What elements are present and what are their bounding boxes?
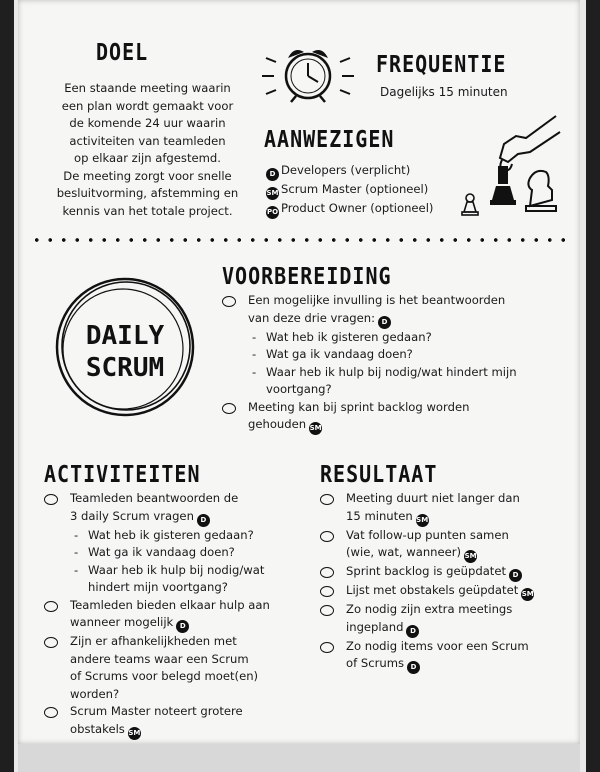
resultaat-item: Sprint backlog is geüpdatet D: [320, 563, 580, 582]
aanwezigen-title: AANWEZIGEN: [264, 125, 395, 153]
resultaat-title: RESULTAAT: [320, 460, 438, 488]
logo-line-2: SCRUM: [85, 353, 165, 383]
aanwezige-developers: D Developers (verplicht): [266, 162, 466, 181]
dotted-divider: [30, 238, 570, 242]
voorbereiding-list: Een mogelijke invulling is het beantwoorden van deze drie vragen: D - Wat heb ik gisteren gedaan? - Wat ga ik vandaag doen? - Waar heb ik hulp bij nodig/wat hindert mijn voortgang? Meeting kan bij sprint backlog worden gehouden SM: [222, 292, 572, 435]
bullet-circle: [222, 403, 236, 414]
bullet-circle: [320, 494, 334, 505]
flipchart-tray: [18, 744, 580, 772]
activiteiten-title: ACTIVITEITEN: [44, 460, 201, 488]
activiteit-item: Teamleden beantwoorden de 3 daily Scrum vragen D: [44, 490, 309, 527]
logo-line-1: DAILY: [85, 321, 165, 351]
bullet-circle: [320, 605, 334, 616]
chess-hand-icon: [456, 108, 566, 218]
activiteit-item: Teamleden bieden elkaar hulp aan wanneer mogelijk D: [44, 597, 309, 634]
aanwezige-product-owner: PO Product Owner (optioneel): [266, 200, 466, 219]
doel-text: Een staande meeting waarin een plan wordt gemaakt voor de komende 24 uur waarin activiteiten van teamleden op elkaar zijn afgestemd. De meeting zorgt voor snelle besluitvorming, afstemming en kennis van het totale project.: [56, 81, 239, 218]
alarm-clock-icon: [258, 38, 358, 106]
resultaat-list: [320, 490, 580, 674]
bullet-circle: [44, 494, 58, 505]
bullet-circle: [320, 586, 334, 597]
bullet-circle: [44, 601, 58, 612]
bullet-circle: [44, 707, 58, 718]
bullet-circle: [222, 296, 236, 307]
voorbereiding-title: VOORBEREIDING: [222, 262, 392, 290]
aanwezige-scrum-master: SM Scrum Master (optioneel): [266, 181, 466, 200]
bullet-circle: [320, 567, 334, 578]
frequentie-value: Dagelijks 15 minuten: [380, 85, 508, 99]
resultaat-item: Zo nodig items voor een Scrum of Scrums D: [320, 638, 580, 675]
daily-scrum-logo: [50, 272, 200, 422]
activiteiten-list: Teamleden beantwoorden de 3 daily Scrum vragen D - Wat heb ik gisteren gedaan? - Wat ga ik vandaag doen? - Waar heb ik hulp bij nodig/wat hindert mijn voortgang? Teamleden bieden elkaar hulp aan wanneer mogelijk D Zijn er afhankelijkheden met andere teams waar een Scrum of Scrums voor belegd moet(en) worden? Scrum Master noteert grotere obstakels SM: [44, 490, 309, 740]
bullet-circle: [44, 637, 58, 648]
bullet-circle: [320, 642, 334, 653]
activiteit-item: Scrum Master noteert grotere obstakels SM: [44, 703, 309, 740]
voorbereiding-item: Een mogelijke invulling is het beantwoorden van deze drie vragen: D: [222, 292, 572, 329]
bullet-circle: [320, 531, 334, 542]
resultaat-item: Meeting duurt niet langer dan 15 minuten SM: [320, 490, 580, 527]
resultaat-item: Lijst met obstakels geüpdatet SM: [320, 582, 580, 601]
doel-title: DOEL: [96, 38, 149, 66]
resultaat-item: Vat follow-up punten samen (wie, wat, wanneer) SM: [320, 527, 580, 564]
frequentie-title: FREQUENTIE: [376, 50, 507, 78]
resultaat-item: Zo nodig zijn extra meetings ingepland D: [320, 601, 580, 638]
voorbereiding-item: Meeting kan bij sprint backlog worden gehouden SM: [222, 399, 572, 436]
aanwezigen-list: [266, 162, 466, 219]
activiteit-item: Zijn er afhankelijkheden met andere teams waar een Scrum of Scrums voor belegd moet(en) worden?: [44, 633, 309, 703]
